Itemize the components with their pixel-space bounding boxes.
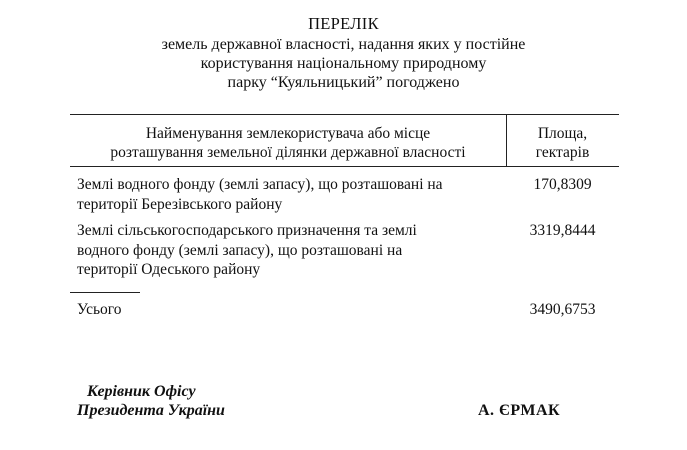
table-header-rule: [70, 166, 619, 167]
total-label: Усього: [77, 301, 122, 318]
signatory-position-line: Президента України: [77, 402, 225, 419]
table-top-rule: [70, 114, 619, 115]
document-subtitle-line: земель державної власності, надання яких у постійне: [161, 36, 526, 53]
document-subtitle-line: парку “Куяльницький” погоджено: [227, 74, 460, 91]
column-header-area: [506, 124, 619, 162]
row-area-value: 3319,8444: [529, 222, 596, 239]
signatory-position: [77, 382, 377, 420]
column-header-name-line: Найменування землекористувача або місце: [145, 125, 431, 142]
total-area-value: 3490,6753: [529, 301, 596, 318]
column-header-area-line: Площа,: [537, 125, 588, 142]
row-area-value: 170,8309: [533, 176, 592, 193]
row-description-line: території Березівського району: [77, 195, 283, 213]
column-header-name-line: розташування земельної ділянки державної власності: [110, 144, 466, 161]
total-separator-rule: [70, 292, 140, 293]
document-subtitle-line: користування національному природному: [200, 55, 487, 72]
row-description-line: території Одеського району: [77, 261, 261, 278]
signatory-position-line: Керівник Офісу: [87, 383, 196, 400]
row-description-line: водного фонду (землі запасу), що розташовані на: [77, 241, 403, 259]
document-title: ПЕРЕЛІК: [308, 14, 379, 33]
row-description-line: Землі сільськогосподарського призначення та землі: [77, 222, 417, 239]
column-header-area-line: гектарів: [535, 144, 590, 161]
row-description-line: Землі водного фонду (землі запасу), що розташовані на: [77, 176, 443, 193]
table-row: [77, 175, 502, 214]
table-row: [77, 221, 502, 280]
signatory-name: А. ЄРМАК: [478, 402, 561, 419]
column-header-name: [70, 124, 506, 162]
